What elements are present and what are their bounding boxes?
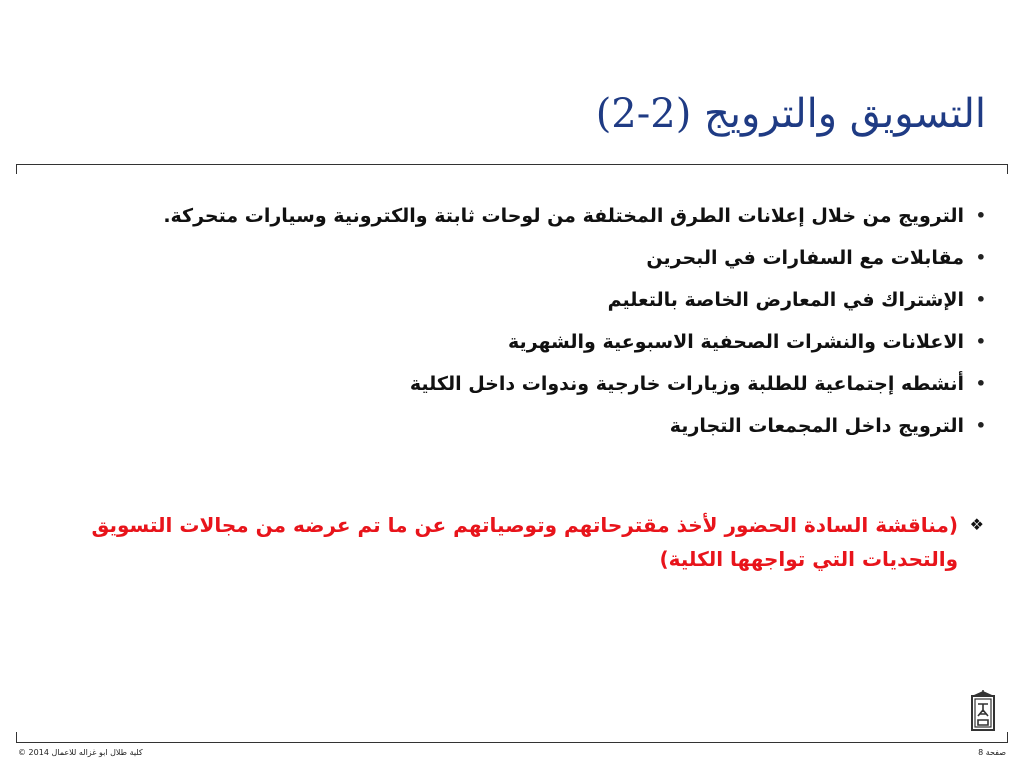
bullet-item (60, 364, 988, 406)
bullet-dot-icon: • (975, 416, 986, 435)
corner-tick-top-left (16, 164, 17, 174)
bullet-item (60, 196, 988, 238)
bullet-dot-icon: • (975, 332, 986, 351)
slide-title-text: التسويق والترويج (704, 91, 986, 137)
footer-copyright: كلية طلال ابو غزاله للاعمال 2014 © (18, 748, 143, 757)
bullet-dot-icon: • (975, 248, 986, 267)
bullet-text: الإشتراك في المعارض الخاصة بالتعليم (607, 289, 964, 311)
bullet-list (60, 196, 988, 448)
bullet-text: الاعلانات والنشرات الصحفية الاسبوعية والشهرية (508, 331, 964, 353)
bullet-text: أنشطه إجتماعية للطلبة وزيارات خارجية وندوات داخل الكلية (409, 373, 964, 395)
bullet-item (60, 322, 988, 364)
bullet-item (60, 238, 988, 280)
tag-logo-icon (970, 690, 996, 732)
bullet-dot-icon: • (975, 290, 986, 309)
discussion-callout (60, 508, 988, 576)
bullet-item (60, 406, 988, 448)
corner-tick-top-right (1007, 164, 1008, 174)
bottom-divider (16, 742, 1008, 743)
footer-page-number: صفحة 8 (978, 748, 1006, 757)
bullet-text: مقابلات مع السفارات في البحرين (646, 247, 964, 269)
corner-tick-bottom-right (1007, 732, 1008, 742)
bullet-dot-icon: • (975, 374, 986, 393)
top-divider (16, 164, 1008, 165)
bullet-text: الترويج داخل المجمعات التجارية (669, 415, 964, 437)
callout-text: (مناقشة السادة الحضور لأخذ مقترحاتهم وتوصياتهم عن ما تم عرضه من مجالات التسويق والتحديات التي تواجهها الكلية) (91, 513, 958, 571)
slide-title (40, 92, 986, 136)
bullet-dot-icon: • (975, 206, 986, 225)
bullet-item (60, 280, 988, 322)
diamond-bullet-icon: ❖ (969, 515, 984, 534)
bullet-text: الترويج من خلال إعلانات الطرق المختلفة من لوحات ثابتة والكترونية وسيارات متحركة. (163, 205, 964, 227)
slide-title-number: (2-2) (595, 91, 692, 137)
corner-tick-bottom-left (16, 732, 17, 742)
